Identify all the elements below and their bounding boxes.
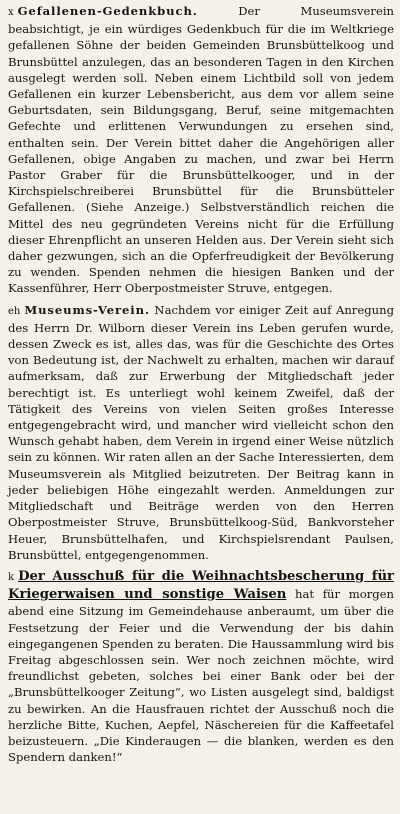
article-body: Der Museumsverein beabsichtigt, je ein würdiges Gedenkbuch für die im Weltkriege gefallenen Söhne der beiden Gemeinden Brunsbüttelkoog und Brunsbüttel anzulegen, das an besonderen Tagen in den Kirchen ausgelegt werden soll. Neben einem Lichtbild soll von jedem Gefallenen ein kurzer Lebensbericht, aus dem vor allem seine Geburtsdaten, sein Bildungsgang, Beruf, seine mitgemachten Gefechte und erlittenen Verwundungen zu ersehen sind, enthalten sein. Der Verein bittet daher die Angehörigen aller Gefallenen, obige Angaben zu machen, und zwar bei Herrn Pastor Graber für die Brunsbüttelkooger, und in der Kirchspielschreiberei Brunsbüttel für die Brunsbütteler Gefallenen. (Siehe Anzeige.) Selbstverständlich reichen die Mittel des neu gegründeten Vereins nicht für die Erfüllung dieser Ehrenpflicht an unseren Helden aus. Der Verein sieht sich daher gezwungen, sich an die Opferfreudigkeit der Bevölkerung zu wenden. Spenden nehmen die hiesigen Banken und der Kassenführer, Herr Oberpostmeister Struve, entgegen.: [8, 4, 394, 296]
article-heading: Der Ausschuß für die Weihnachtsbescherung für Kriegerwaisen und sonstige Waisen: [8, 568, 394, 603]
article-gefallenen-gedenkbuch: [8, 3, 394, 297]
article-marker: k: [8, 571, 15, 583]
article-heading: Gefallenen-Gedenkbuch.: [17, 4, 198, 18]
article-marker: x: [8, 7, 14, 18]
article-body: Nachdem vor einiger Zeit auf Anregung des Herrn Dr. Wilborn dieser Verein ins Leben gerufen wurde, dessen Zweck es ist, alles das, was für die Geschichte des Ortes von Bedeutung ist, der Nachwelt zu erhalten, machen wir darauf aufmerksam, daß zur Erwerbung der Mitgliedschaft jeder berechtigt ist. Es unterliegt wohl keinem Zweifel, daß der Tätigkeit des Vereins von vielen Seiten großes Interesse entgegengebracht wird, und mancher wird vielleicht schon den Wunsch gehabt haben, dem Verein in irgend einer Weise nützlich sein zu können. Wir raten allen an der Sache Interessierten, dem Museumsverein als Mitglied beizutreten. Der Beitrag kann in jeder beliebigen Höhe eingezahlt werden. Anmeldungen zur Mitgliedschaft und Beiträge werden von den Herren Oberpostmeister Struve, Brunsbüttelkoog-Süd, Bankvorsteher Heuer, Brunsbüttelhafen, und Kirchspielsrendant Paulsen, Brunsbüttel, entgegengenommen.: [8, 302, 394, 562]
article-body: hat für morgen abend eine Sitzung im Gemeindehause anberaumt, um über die Festsetzung der Feier und die Verwendung der bis dahin eingegangenen Spenden zu beraten. Die Haussammlung wird bis Freitag abgeschlossen sein. Wer noch zeichnen möchte, wird freundlichst gebeten, solches bei einer Bank oder bei der „Brunsbüttelkooger Zeitung“, wo Listen ausgelegt sind, baldigst zu bewirken. An die Hausfrauen richtet der Ausschuß noch die herzliche Bitte, Kuchen, Aepfel, Näschereien für die Kaffeetafel beizusteuern. „Die Kinderaugen — die blanken, werden es den Spendern danken!“: [8, 587, 394, 765]
article-heading: Museums-Verein.: [24, 302, 150, 317]
article-weihnachtsbescherung: [8, 568, 394, 765]
article-museums-verein: [8, 302, 394, 563]
article-marker: eh: [8, 305, 21, 317]
